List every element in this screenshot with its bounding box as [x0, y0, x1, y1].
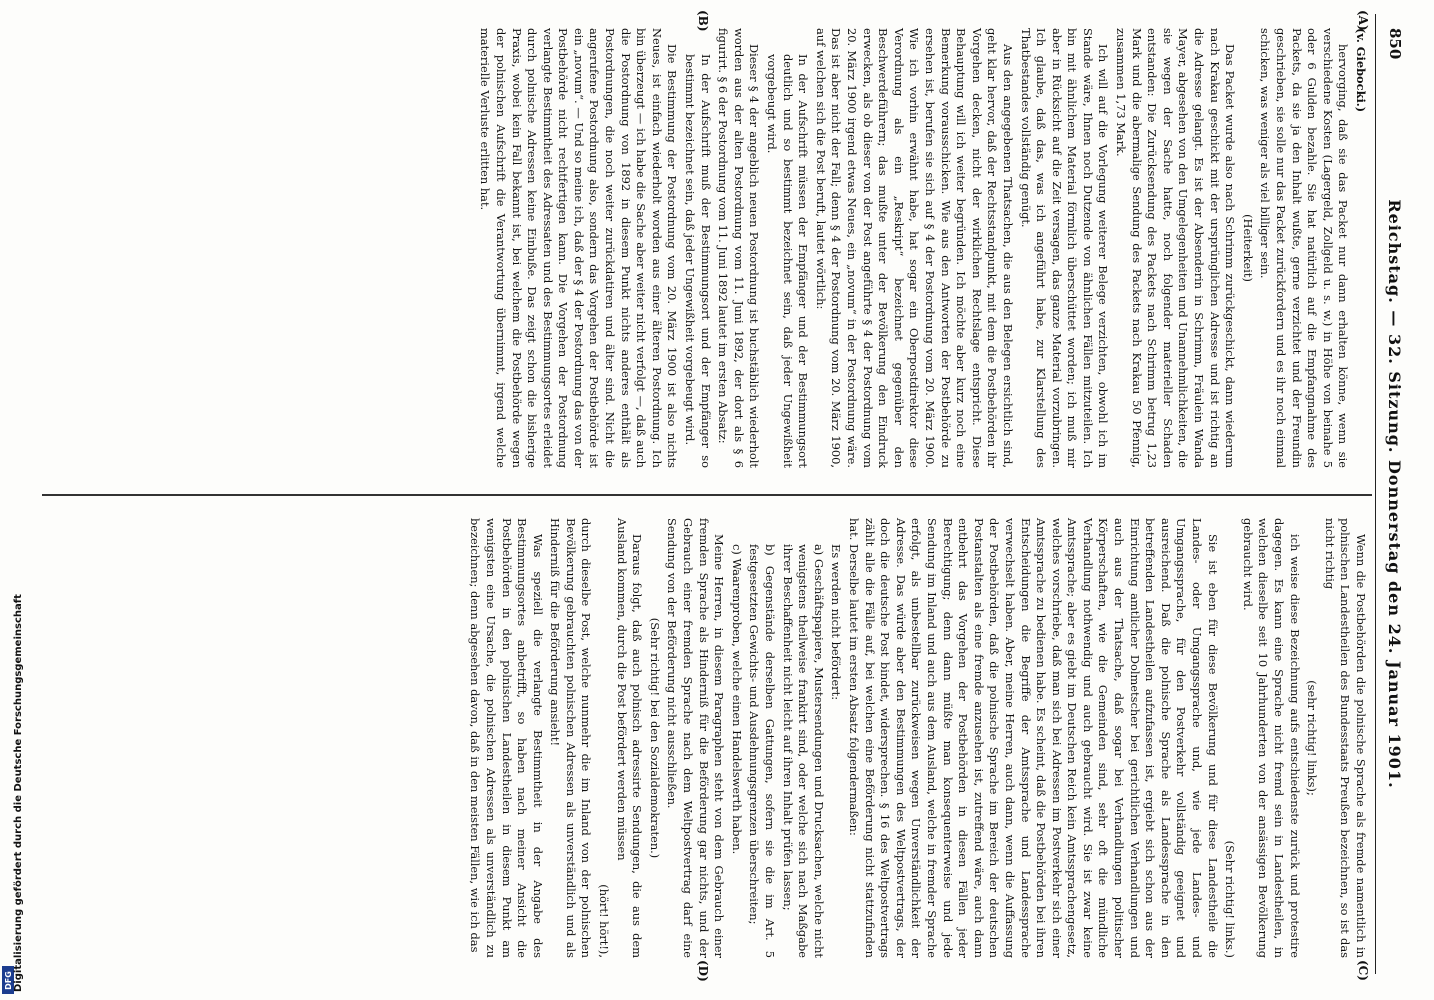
paragraph: Daraus folgt, daß auch polnisch adressirte Sendungen, die aus dem Ausland kommen, durch die Post befördert werden müssen [614, 518, 645, 958]
digitization-note: Digitalisierung gefördert durch die Deutsche Forschungsgemeinschaft [13, 594, 24, 992]
text-line: (sehr richtig! links); [1305, 680, 1320, 796]
margin-marker-c: (C) [1356, 960, 1370, 981]
right-text-column [465, 518, 1368, 958]
rotated-page-content [30, 10, 1410, 982]
paragraph: Meine Herren, in diesem Paragraphen steht von dem Gebrauch einer fremden Sprache als Hinderniß für die Beförderung gar nichts, und der Gebrauch einer fremden Sprache nach dem Weltpostvertrag darf eine Sendung von der Beförderung nicht ausschließen. [665, 518, 727, 958]
text-line: In der Aufschrift müssen der Empfänger und der Bestimmungsort deutlich und so bestimmt bezeichnet sein, daß jeder Ungewißheit vorgebeugt wird. [765, 54, 811, 468]
paragraph: Aus den angegebenen Thatsachen, die aus den Belegen ersichtlich sind, geht klar hervor, daß der Rechtsstandpunkt, mit dem die Postbehörden ihr Vorgehen decken, nicht der wirklichen Rechtslage entspricht. Diese Behauptung will ich weiter begründen. Ich möchte aber kurz noch eine Bemerkung vorausschicken. Wie aus den Antworten der Postbehörde zu ersehen ist, berufen sie sich auf § 4 der Postordnung vom 20. März 1900. Wie ich vorhin erwähnt habe, hat sogar ein Oberpostdirektor diese Verordnung als ein „Reskript“ bezeichnet gegenüber den Beschwerdeführern; das mußte unter der Bevölkerung den Eindruck erwecken, als ob dieser von der Post angeführte § 4 der Postordnung vom 20. März 1900 irgend etwas Neues, ein „novum“ in der Postordnung wäre. Das ist aber nicht der Fall; denn § 4 der Postordnung vom 20. März 1900, auf welchen sich die Post beruft, lautet wörtlich: [813, 28, 1015, 468]
column-divider [42, 494, 1372, 496]
left-text-column [475, 28, 1368, 468]
paragraph: Die Bestimmung der Postordnung vom 20. März 1900 ist also nichts Neues, ist einfach wiederholt worden aus einer älteren Postordnung. Ich bin überzeugt — ich habe die Sache aber weiter nicht verfolgt —, daß auch die Postordnung von 1892 in diesem Punkt nichts anderes enthält als Postordnungen, die noch weiter zurückdatiren und älter sind. Nicht die angerufene Postordnung also, sondern das Vorgehen der Postbehörde ist ein „novum“. — Und so meine ich, daß der § 4 der Postordnung das von der Postbehörde nicht rechtfertigen kann. Die Vorgehen der Postordnung verlangte Bestimmtheit des Adressaten und des Bestimmungsortes erleidet durch polnische Adressen keine Einbuße. Das zeigt schon die bisherige Praxis, wobei kein Fall bekannt ist, bei welchem die Postbehörde wegen der polnischen Aufschrift die Verantwortung übernimmt, irgend welche materielle Verluste erlitten hat. [478, 28, 680, 468]
speaker-label: (v. Giebocki.) [1354, 28, 1368, 113]
text-line: (Sehr richtig! links.) [1223, 840, 1238, 958]
paragraph: Was speziell die verlangte Bestimmtheit in der Angabe des Bestimmungsortes anbetrifft, so haben nach meiner Ansicht die Postbehörden in den polnischen Landestheilen in diesem Punkt am wenigsten eine Ursache, die polnischen Adressen als unverständlich zu bezeichnen; denn abgesehen davon, daß in den meisten Fällen, wie ich das [468, 518, 545, 958]
paragraph: Das Packet wurde also nach Schrimm zurückgeschickt, dann wiederum nach Krakau geschickt mit der ursprünglichen Adresse und ist richtig an die Adresse gelangt. Es ist der Absenderin in Schrimm, Fräulein Wanda Mayer, abgesehen von den Umgelegenheiten und Unannehmlichkeiten, die sie wegen der Sache hatte, noch folgender materieller Schaden entstanden: Die Zurücksendung des Packets nach Schrimm betrug 1,23 Mark und die abermalige Sendung des Packets nach Krakau 50 Pfennig, zusammen 1,73 Mark. [1114, 28, 1238, 468]
margin-marker-b: (B) [696, 10, 710, 32]
paragraph: ich weise diese Bezeichnung aufs entschiedenste zurück und protestire dagegen. Es kann eine Sprache nicht fremd sein in Landestheilen, in welchen dieselbe seit 10 Jahrhunderten von der ansässigen Bevölkerung gebraucht wird. [1240, 518, 1302, 958]
paragraph: Wenn die Postbehörden die polnische Sprache als fremde namentlich in polnischen Landestheilen des Bundesstaats Preußen bezeichnen, so ist das nicht richtig [1322, 518, 1368, 958]
text-line: (hört! hört!), [597, 884, 612, 958]
text-line: b) Gegenstände derselben Gattungen, sofern sie die im Art. 5 festgesetzten Gewichts- und Ausdehnungsgrenzen überschreiten; [747, 544, 778, 958]
text-line: (Sehr richtig! bei den Sozialdemokraten.) [647, 617, 662, 859]
paragraph: durch dieselbe Post, welche nunmehr die im Inland von der polnischen Bevölkerung gebrauchten polnischen Adressen als unverständlich und als Hinderniß für die Beförderung ansieht! [548, 518, 594, 958]
page-header [1375, 14, 1410, 974]
text-line: Es werden nicht befördert: [829, 544, 844, 701]
text-line: In der Aufschrift muß der Bestimmungsort und der Empfänger so bestimmt bezeichnet sein, daß jeder Ungewißheit vorgebeugt wird. [683, 54, 713, 468]
text-line: a) Geschäftspapiere, Mustersendungen und Drucksachen, welche nicht wenigstens theilweise frankirt sind, oder welche sich nach Maßgabe ihrer Beschaffenheit nicht leicht auf ihren Inhalt prüfen lassen; [780, 544, 826, 958]
text-line: c) Waarenproben, welche einen Handelswerth haben. [729, 544, 744, 855]
paragraph: hervorging, daß sie das Packet nur dann erhalten könne, wenn sie verschiedene Kosten (Lagergeld, Zollgeld u. s. w.) in Höhe von beinahe 5 oder 6 Gulden bezahle. Sie hat natürlich auf die Empfangnahme des Packets, da sie ja den Inhalt wußte, gerne verzichtet und der Freundin geschrieben, sie solle nur das Packet zurückfordern und es ihr noch einmal schicken, was weniger als viel billiger sein. [1258, 28, 1351, 468]
dfg-logo-text: DFG [3, 970, 13, 990]
page-title: Reichstag. — 32. Sitzung. Donnerstag den 24. Januar 1901. [1385, 199, 1404, 789]
margin-marker-a: (A) [1356, 10, 1370, 31]
paragraph: Sie ist eben für diese Bevölkerung und für diese Landestheile die Landes- oder Umgangssprache und, wie jede Landes- und Umgangssprache, für den Postverkehr vollständig geeignet und ausreichend. Daß die polnische Sprache als Landessprache in den betreffenden Landestheilen aufzufassen ist, ergiebt sich schon aus der Einrichtung amtlicher Dolmetscher bei gerichtlichen Verhandlungen und auch aus der Thatsache, daß sogar bei Verhandlungen politischer Körperschaften, wie die Gemeinden sind, sehr oft die mündliche Verhandlung nothwendig und auch gebraucht wird. Sie ist zwar keine Amtssprache; aber es giebt im Deutschen Reich kein Amtssprachengesetz, welches vorschriebe, daß man sich bei Adressen im Postverkehr sich einer Amtssprache zu bedienen habe. Es scheint, daß die Postbehörden bei ihren Entscheidungen die Begriffe der Amtssprache und Landessprache verwechselt haben. Aber, meine Herren, auch dann, wenn die Auffassung der Postbehörden, daß die polnische Sprache im Bereich der deutschen Postanstalten als eine fremde anzusehen ist, zutreffend wäre, auch dann entbehrt das Vorgehen der Postbehörden in diesen Fällen jeder Berechtigung; denn dann müßte man konsequenterweise und jede Sendung im Inland und auch aus dem Ausland, welche in fremder Sprache erfolgt, als unbestellbar zurückweisen wegen Unverständlichkeit der Adresse. Das würde aber den Bestimmungen des Weltpostvertrags, der doch die deutsche Post bindet, widersprechen. § 16 des Weltpostvertrags zählt alle die Fälle auf, bei welchen eine Beförderung nicht stattzufinden hat. Derselbe lautet im ersten Absatz folgendermaßen: [847, 518, 1220, 958]
text-line: (Heiterkeit) [1240, 214, 1255, 282]
page-number: 850 [1386, 28, 1404, 60]
paragraph: Dieser § 4 der angeblich neuen Postordnung ist buchstäblich wiederholt worden aus der alten Postordnung vom 11. Juni 1892, der dort als § 6 figurirt. § 6 der Postordnung vom 11. Juni 1892 lautet im ersten Absatz: [716, 28, 762, 468]
paragraph: Ich will auf die Vorlegung weiterer Belege verzichten, obwohl ich im Stande wäre, Ihnen noch Dutzende von ähnlichen Fällen mitzuteilen. Ich bin mit ähnlichem Material förmlich überschüttet worden; ich muß mir aber in Rücksicht auf die Zeit versagen, das ganze Material vorzubringen. Ich glaube, daß das, was ich angeführt habe, zur Klarstellung des Thatbestandes vollständig genügt. [1018, 28, 1111, 468]
margin-marker-d: (D) [696, 960, 710, 982]
